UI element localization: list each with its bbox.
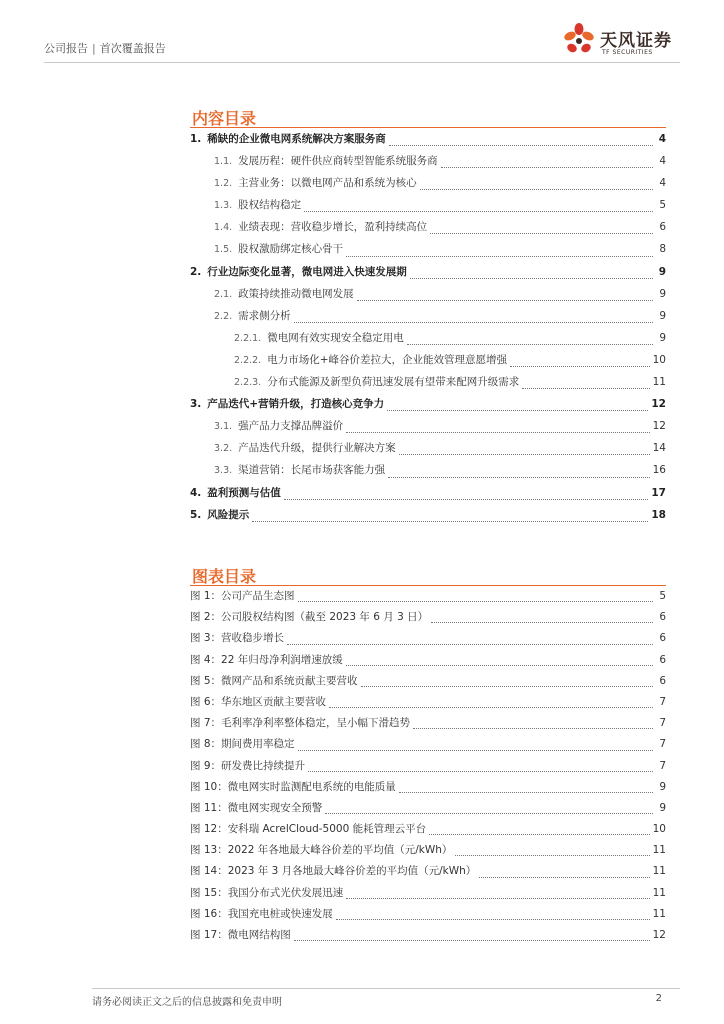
figure-entry[interactable]	[190, 885, 666, 906]
dot-leader	[431, 622, 653, 623]
dot-leader	[346, 665, 653, 666]
toc-entry-text: 电力市场化+峰谷价差拉大，企业能效管理意愿增强	[267, 353, 507, 366]
figure-entry-page: 11	[652, 907, 666, 920]
toc-entry-number: 1.5.	[214, 244, 233, 256]
toc-entry-page: 9	[659, 309, 666, 322]
figure-entry[interactable]	[190, 779, 666, 800]
toc-entry-text: 微电网有效实现安全稳定用电	[267, 331, 404, 344]
toc-entry-text: 需求侧分析	[238, 309, 291, 322]
toc-entry[interactable]	[190, 131, 666, 153]
dot-leader	[325, 813, 653, 814]
figure-entry-text: 我国分布式光伏发展迅速	[227, 886, 344, 899]
toc-entry-text: 风险提示	[207, 508, 250, 521]
toc-entry-text: 分布式能源及新型负荷迅速发展有望带来配网升级需求	[267, 376, 520, 389]
dot-leader	[329, 707, 653, 708]
toc-entry-number: 3.1.	[214, 421, 233, 433]
toc-entry-number: 2.2.1.	[234, 332, 262, 344]
toc-entry-page: 9	[659, 287, 666, 300]
toc-entry[interactable]	[190, 264, 666, 286]
figure-entry[interactable]	[190, 821, 666, 842]
toc-entry-page: 11	[652, 376, 666, 389]
contents-title-divider	[190, 127, 666, 128]
report-subtype: 首次覆盖报告	[99, 42, 166, 55]
toc-entry-page: 5	[659, 199, 666, 212]
figure-entry-label: 图 1：	[190, 590, 222, 602]
figure-entry-text: 我国充电桩或快速发展	[227, 907, 333, 920]
figure-entry-text: 22 年归母净利润增速放缓	[221, 653, 343, 666]
figure-entry-page: 7	[659, 759, 666, 772]
figure-entry[interactable]	[190, 863, 666, 884]
figure-entry-label: 图 17：	[190, 929, 228, 941]
figure-entry[interactable]	[190, 800, 666, 821]
contents-list	[190, 131, 666, 529]
footer-divider	[92, 988, 680, 989]
figure-entry-page: 11	[652, 886, 666, 899]
figure-entry-text: 研发费比持续提升	[221, 759, 306, 772]
toc-entry-number: 1.2.	[214, 178, 233, 190]
figure-entry-page: 5	[659, 590, 666, 602]
toc-entry-text: 政策持续推动微电网发展	[238, 287, 354, 300]
toc-entry-page: 18	[651, 508, 666, 521]
dot-leader	[252, 521, 648, 522]
toc-entry[interactable]	[190, 462, 666, 484]
dot-leader	[346, 256, 653, 257]
figure-entry-label: 图 9：	[190, 759, 222, 772]
toc-entry-number: 2.2.	[214, 310, 233, 322]
company-logo	[562, 20, 680, 60]
figure-entry-page: 6	[659, 611, 666, 624]
toc-entry[interactable]	[190, 396, 666, 418]
toc-entry-page: 10	[652, 353, 666, 366]
toc-entry-text: 主营业务：以微电网产品和系统为核心	[238, 177, 417, 190]
page-number: 2	[655, 993, 662, 1004]
toc-entry-number: 2.1.	[214, 288, 233, 300]
toc-entry-page: 6	[659, 221, 666, 234]
dot-leader	[430, 233, 653, 234]
figure-entry-text: 2022 年各地最大峰谷价差的平均值（元/kWh）	[227, 844, 453, 857]
toc-entry-number: 1.	[190, 133, 202, 145]
toc-entry[interactable]	[190, 507, 666, 529]
toc-entry[interactable]	[190, 308, 666, 330]
figure-entry-label: 图 12：	[190, 823, 228, 836]
dot-leader	[387, 410, 648, 411]
dot-leader	[388, 477, 649, 478]
dot-leader	[346, 432, 649, 433]
dot-leader	[294, 322, 653, 323]
dot-leader	[479, 877, 649, 878]
dot-leader	[346, 898, 649, 899]
toc-entry-page: 17	[651, 486, 666, 499]
figure-entry-label: 图 8：	[190, 738, 222, 751]
figure-entry-text: 2023 年 3 月各地最大峰谷价差的平均值（元/kWh）	[227, 865, 477, 878]
toc-entry-text: 渠道营销：长尾市场获客能力强	[238, 464, 386, 477]
footer-disclaimer: 请务必阅读正文之后的信息披露和免责申明	[92, 997, 282, 1008]
dot-leader	[308, 771, 653, 772]
toc-entry-number: 2.	[190, 265, 202, 278]
report-type: 公司报告	[44, 42, 88, 55]
toc-entry-page: 12	[652, 420, 666, 433]
figures-list	[190, 588, 666, 948]
figure-entry[interactable]	[190, 694, 666, 715]
toc-entry[interactable]	[190, 330, 666, 352]
figure-entry[interactable]	[190, 630, 666, 651]
dot-leader	[420, 189, 653, 190]
toc-entry[interactable]	[190, 241, 666, 263]
contents-title: 内容目录	[192, 109, 257, 128]
figure-entry[interactable]	[190, 588, 666, 609]
figure-entry-page: 6	[659, 653, 666, 666]
figure-entry-page: 9	[659, 801, 666, 814]
header-divider	[44, 62, 680, 63]
toc-entry[interactable]	[190, 175, 666, 197]
toc-entry-page: 4	[658, 133, 666, 145]
toc-entry-text: 业绩表现：营收稳步增长，盈利持续高位	[238, 221, 428, 234]
figure-entry-text: 微网产品和系统贡献主要营收	[221, 674, 358, 687]
figure-entry[interactable]	[190, 906, 666, 927]
dot-leader	[294, 940, 650, 941]
toc-entry-number: 1.3.	[214, 200, 233, 212]
dot-leader	[410, 278, 653, 279]
toc-entry-number: 1.4.	[214, 222, 233, 234]
toc-entry-text: 强产品力支撑品牌溢价	[238, 420, 344, 433]
figure-entry-page: 6	[659, 674, 666, 687]
figure-entry-label: 图 2：	[190, 611, 222, 624]
dot-leader	[389, 145, 653, 146]
toc-entry-number: 2.2.2.	[234, 354, 262, 366]
toc-entry-text: 稀缺的企业微电网系统解决方案服务商	[207, 133, 386, 145]
toc-entry[interactable]	[190, 219, 666, 241]
toc-entry-page: 4	[659, 177, 666, 190]
toc-entry-text: 股权激励绑定核心骨干	[238, 243, 344, 256]
toc-entry-text: 行业边际变化显著，微电网进入快速发展期	[207, 265, 407, 278]
figure-entry-label: 图 16：	[190, 907, 228, 920]
dot-leader	[522, 388, 649, 389]
figure-entry-page: 10	[652, 823, 666, 836]
dot-leader	[298, 750, 653, 751]
toc-entry[interactable]	[190, 153, 666, 175]
figure-entry-label: 图 4：	[190, 653, 222, 666]
dot-leader	[407, 344, 653, 345]
figure-entry-page: 11	[652, 865, 666, 878]
toc-entry-text: 盈利预测与估值	[207, 486, 281, 499]
figure-entry-text: 公司股权结构图（截至 2023 年 6 月 3 日）	[221, 611, 429, 624]
report-category	[44, 40, 166, 56]
figure-entry-page: 9	[659, 780, 666, 793]
toc-entry[interactable]	[190, 352, 666, 374]
figure-entry-label: 图 13：	[190, 844, 228, 857]
toc-entry-number: 5.	[190, 508, 202, 521]
figure-entry-text: 毛利率净利率整体稳定，呈小幅下滑趋势	[221, 717, 411, 730]
toc-entry-text: 发展历程：硬件供应商转型智能系统服务商	[238, 155, 438, 168]
toc-entry[interactable]	[190, 440, 666, 462]
figure-entry-text: 公司产品生态图	[221, 590, 295, 602]
figure-entry-page: 7	[659, 738, 666, 751]
figures-title-divider	[190, 585, 666, 586]
toc-entry-page: 4	[659, 155, 666, 168]
figure-entry-text: 微电网实现安全预警	[227, 801, 323, 814]
toc-entry-text: 股权结构稳定	[238, 199, 302, 212]
toc-entry-page: 12	[651, 398, 666, 411]
toc-entry-text: 产品迭代升级，提供行业解决方案	[238, 442, 396, 455]
dot-leader	[413, 728, 653, 729]
figure-entry-label: 图 11：	[190, 801, 228, 814]
toc-entry-page: 9	[659, 331, 666, 344]
toc-entry[interactable]	[190, 374, 666, 396]
figure-entry-page: 12	[652, 929, 666, 941]
page-header	[44, 0, 680, 64]
dot-leader	[336, 919, 650, 920]
toc-entry-number: 3.	[190, 398, 202, 411]
figure-entry-label: 图 7：	[190, 717, 222, 730]
dot-leader	[441, 167, 653, 168]
figure-entry-page: 7	[659, 717, 666, 730]
dot-leader	[399, 792, 653, 793]
toc-entry[interactable]	[190, 197, 666, 219]
figure-entry-label: 图 14：	[190, 865, 228, 878]
figure-entry[interactable]	[190, 673, 666, 694]
figure-entry-page: 11	[652, 844, 666, 857]
toc-entry[interactable]	[190, 485, 666, 507]
dot-leader	[455, 855, 649, 856]
toc-entry[interactable]	[190, 286, 666, 308]
dot-leader	[304, 211, 653, 212]
toc-entry-page: 8	[659, 243, 666, 256]
toc-entry-text: 产品迭代+营销升级，打造核心竞争力	[207, 398, 385, 411]
toc-entry-number: 4.	[190, 486, 202, 499]
figure-entry[interactable]	[190, 842, 666, 863]
figure-entry[interactable]	[190, 927, 666, 948]
logo-text-en: TF SECURITIES	[602, 49, 653, 56]
figure-entry-text: 营收稳步增长	[221, 632, 285, 645]
figure-entry-page: 7	[659, 695, 666, 708]
toc-entry-page: 16	[652, 464, 666, 477]
header-separator: |	[92, 42, 96, 55]
figure-entry-text: 华东地区贡献主要营收	[221, 695, 327, 708]
toc-entry-number: 3.3.	[214, 465, 233, 477]
toc-entry-number: 3.2.	[214, 443, 233, 455]
figure-entry[interactable]	[190, 715, 666, 736]
figure-entry-text: 微电网实时监测配电系统的电能质量	[227, 780, 396, 793]
figure-entry[interactable]	[190, 652, 666, 673]
figure-entry-label: 图 3：	[190, 632, 222, 645]
figure-entry-label: 图 15：	[190, 886, 228, 899]
dot-leader	[287, 644, 653, 645]
figure-entry[interactable]	[190, 609, 666, 630]
figure-entry-text: 安科瑞 AcrelCloud-5000 能耗管理云平台	[227, 823, 427, 836]
figure-entry[interactable]	[190, 758, 666, 779]
dot-leader	[399, 454, 650, 455]
tf-flower-logo-icon	[562, 22, 596, 58]
dot-leader	[429, 834, 650, 835]
toc-entry-number: 1.1.	[214, 156, 233, 168]
logo-text-cn: 天风证券	[600, 31, 672, 51]
dot-leader	[361, 686, 653, 687]
figure-entry-label: 图 6：	[190, 695, 222, 708]
figure-entry-page: 6	[659, 632, 666, 645]
dot-leader	[357, 300, 653, 301]
toc-entry-page: 14	[652, 442, 666, 455]
dot-leader	[298, 601, 653, 602]
figure-entry-text: 微电网结构图	[227, 929, 291, 941]
dot-leader	[284, 499, 649, 500]
toc-entry[interactable]	[190, 418, 666, 440]
figures-title: 图表目录	[192, 567, 257, 586]
toc-entry-page: 9	[658, 265, 666, 278]
figure-entry[interactable]	[190, 736, 666, 757]
dot-leader	[510, 366, 650, 367]
toc-entry-number: 2.2.3.	[234, 377, 262, 389]
figure-entry-text: 期间费用率稳定	[221, 738, 295, 751]
figure-entry-label: 图 5：	[190, 674, 222, 687]
figure-entry-label: 图 10：	[190, 780, 228, 793]
